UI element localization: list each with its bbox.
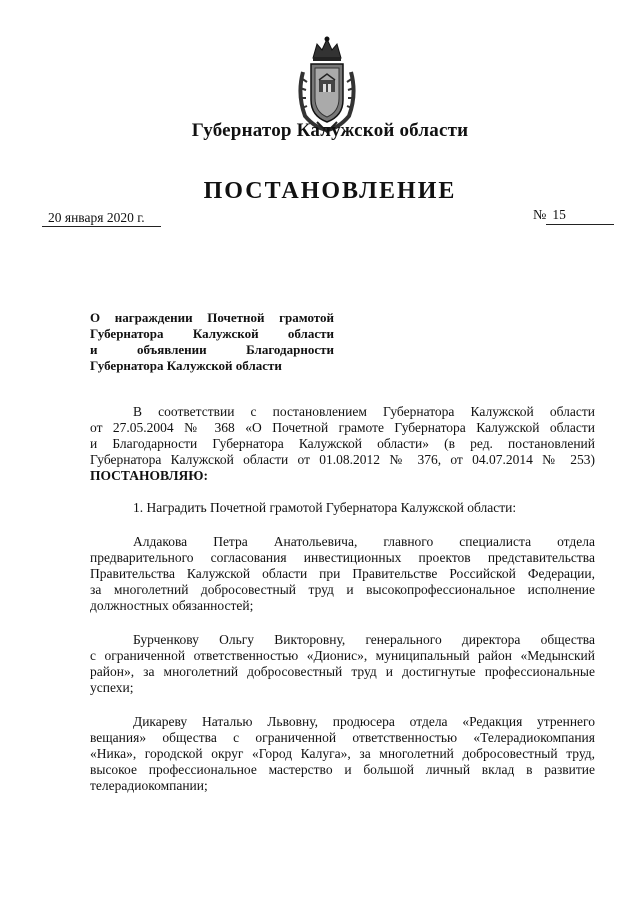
awardee-line: телерадиокомпании; <box>90 778 208 793</box>
awardee-paragraph-2 <box>90 632 595 696</box>
awardee-line: Бурченкову Ольгу Викторовну, генерального директора общества <box>133 632 595 647</box>
awardee-line: Правительства Калужской области при Правительстве Российской Федерации, <box>90 566 595 581</box>
awardee-line: за многолетний добросовестный труд и высокопрофессиональное исполнение <box>90 582 595 597</box>
subject-line: и объявлении Благодарности <box>90 342 334 357</box>
awardee-line: Алдакова Петра Анатольевича, главного специалиста отдела <box>133 534 595 549</box>
awardee-line: успехи; <box>90 680 134 695</box>
kaluga-coat-of-arms-icon <box>295 34 359 134</box>
awardee-line: должностных обязанностей; <box>90 598 254 613</box>
preamble-paragraph <box>90 404 595 484</box>
awardee-paragraph-1 <box>90 534 595 614</box>
awardee-line: высокое профессиональное мастерство и большой личный вклад в развитие <box>90 762 595 777</box>
item-1 <box>90 500 595 516</box>
subject-line: Губернатора Калужской области <box>90 358 282 373</box>
document-number <box>533 206 614 225</box>
number-label: № <box>533 208 547 223</box>
awardee-line: Дикареву Наталью Львовну, продюсера отдела «Редакция утреннего <box>133 714 595 729</box>
preamble-line: Губернатора Калужской области от 01.08.2012 № 376, от 04.07.2014 № 253) <box>90 452 595 467</box>
number-value: 15 <box>546 206 614 225</box>
resolve-word: ПОСТАНОВЛЯЮ: <box>90 468 208 483</box>
awardee-line: район», за многолетний добросовестный труд и достигнутые профессиональные <box>90 664 595 679</box>
awardee-line: с ограниченной ответственностью «Дионис», муниципальный район «Медынский <box>90 648 595 663</box>
document-date: 20 января 2020 г. <box>42 209 161 227</box>
preamble-line: В соответствии с постановлением Губернатора Калужской области <box>133 404 595 419</box>
awardee-line: вещания» общества с ограниченной ответственностью «Телерадиокомпания <box>90 730 595 745</box>
document-subject <box>90 310 334 374</box>
preamble-line: от 27.05.2004 № 368 «О Почетной грамоте Губернатора Калужской области <box>90 420 595 435</box>
item-1-text: 1. Наградить Почетной грамотой Губернатора Калужской области: <box>133 500 517 515</box>
organization-title: Губернатор Калужской области <box>191 120 469 141</box>
subject-line: Губернатора Калужской области <box>90 326 334 341</box>
awardee-paragraph-3 <box>90 714 595 794</box>
preamble-line: и Благодарности Губернатора Калужской области» (в ред. постановлений <box>90 436 595 451</box>
document-type-heading: ПОСТАНОВЛЕНИЕ <box>203 178 457 204</box>
subject-line: О награждении Почетной грамотой <box>90 310 334 325</box>
awardee-line: «Ника», городской округ «Город Калуга», за многолетний добросовестный труд, <box>90 746 595 761</box>
awardee-line: предварительного согласования инвестиционных проектов представительства <box>90 550 595 565</box>
